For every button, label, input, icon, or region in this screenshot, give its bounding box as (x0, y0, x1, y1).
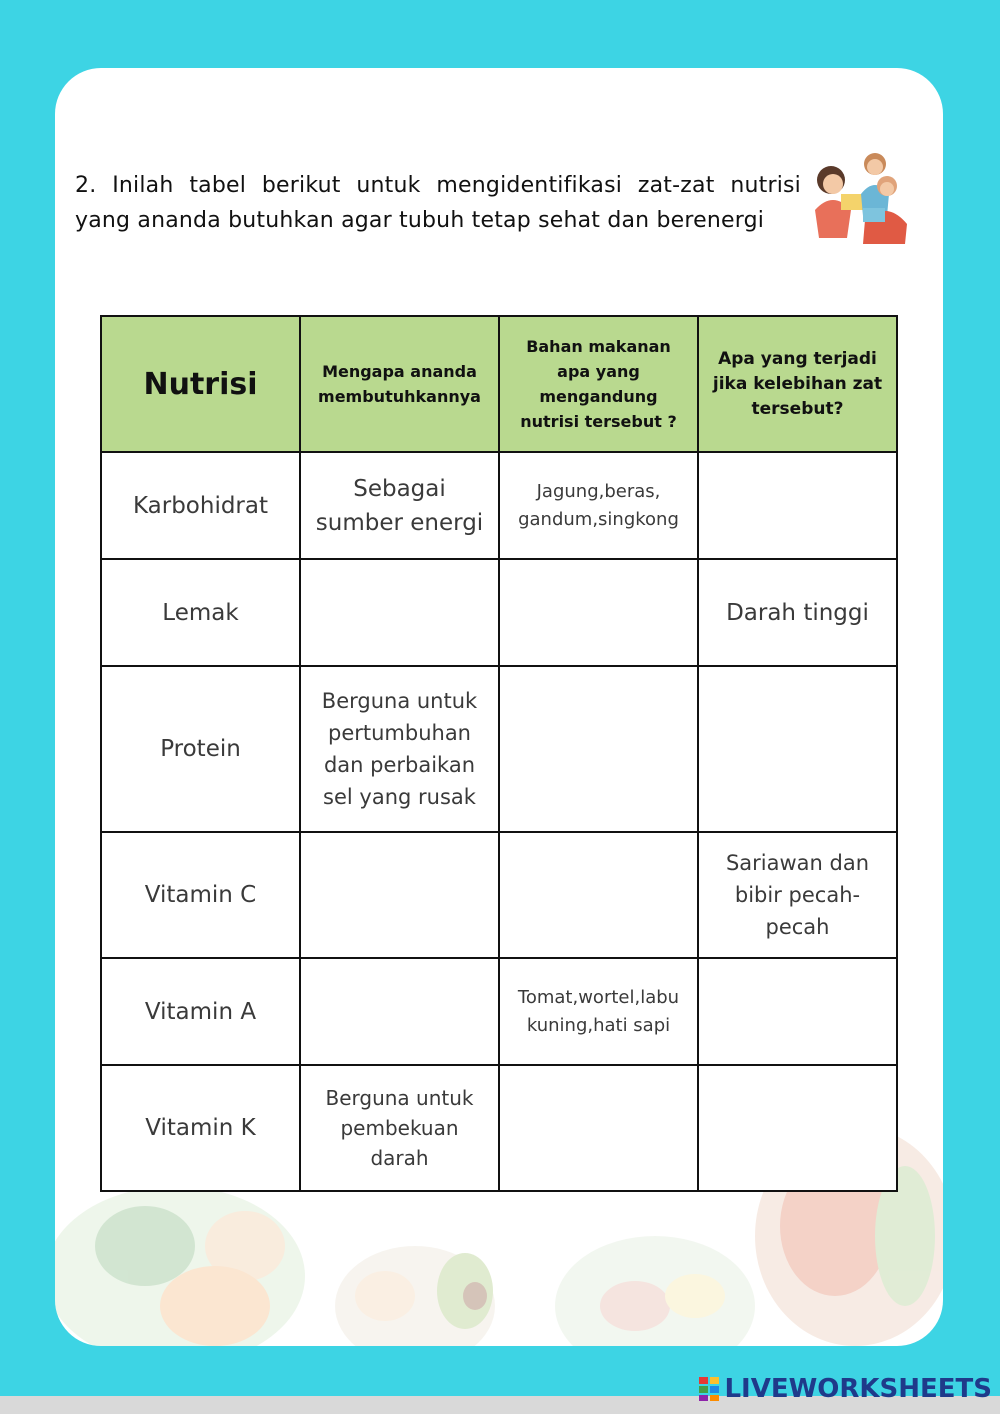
table-row (101, 958, 897, 1065)
excess-cell[interactable] (698, 452, 897, 559)
foods-cell[interactable] (499, 1065, 698, 1191)
foods-cell[interactable]: Tomat,wortel,labu kuning,hati sapi (499, 958, 698, 1065)
foods-cell[interactable] (499, 559, 698, 666)
excess-cell[interactable] (698, 1065, 897, 1191)
table-row (101, 832, 897, 958)
nutrient-name: Lemak (101, 559, 300, 666)
why-cell[interactable]: Berguna untuk pertumbuhan dan perbaikan sel yang rusak (300, 666, 499, 832)
table-row (101, 1065, 897, 1191)
header-excess: Apa yang terjadi jika kelebihan zat tersebut? (698, 316, 897, 452)
question-text: 2. Inilah tabel berikut untuk mengidentifikasi zat-zat nutrisi yang ananda butuhkan agar tubuh tetap sehat dan berenergi (75, 173, 801, 233)
table-row (101, 452, 897, 559)
header-why: Mengapa ananda membutuhkannya (300, 316, 499, 452)
why-cell[interactable] (300, 832, 499, 958)
kids-reading-illustration (803, 150, 913, 250)
foods-cell[interactable]: Jagung,beras, gandum,singkong (499, 452, 698, 559)
nutrient-name: Vitamin K (101, 1065, 300, 1191)
nutrient-name: Protein (101, 666, 300, 832)
foods-cell[interactable] (499, 666, 698, 832)
header-nutrisi: Nutrisi (101, 316, 300, 452)
nutrient-name: Karbohidrat (101, 452, 300, 559)
excess-cell[interactable] (698, 958, 897, 1065)
why-cell[interactable]: Berguna untuk pembekuan darah (300, 1065, 499, 1191)
nutrient-name: Vitamin A (101, 958, 300, 1065)
table-row (101, 559, 897, 666)
excess-cell[interactable]: Darah tinggi (698, 559, 897, 666)
liveworksheets-brand[interactable] (698, 1374, 992, 1404)
table-header-row (101, 316, 897, 452)
header-foods: Bahan makanan apa yang mengandung nutrisi tersebut ? (499, 316, 698, 452)
excess-cell[interactable] (698, 666, 897, 832)
why-cell[interactable] (300, 559, 499, 666)
why-cell[interactable] (300, 958, 499, 1065)
nutrition-table (100, 315, 898, 1192)
excess-cell[interactable]: Sariawan dan bibir pecah-pecah (698, 832, 897, 958)
foods-cell[interactable] (499, 832, 698, 958)
why-cell[interactable]: Sebagai sumber energi (300, 452, 499, 559)
liveworksheets-logo-icon (698, 1376, 720, 1402)
table-row (101, 666, 897, 832)
brand-name: LIVEWORKSHEETS (724, 1374, 992, 1404)
nutrient-name: Vitamin C (101, 832, 300, 958)
